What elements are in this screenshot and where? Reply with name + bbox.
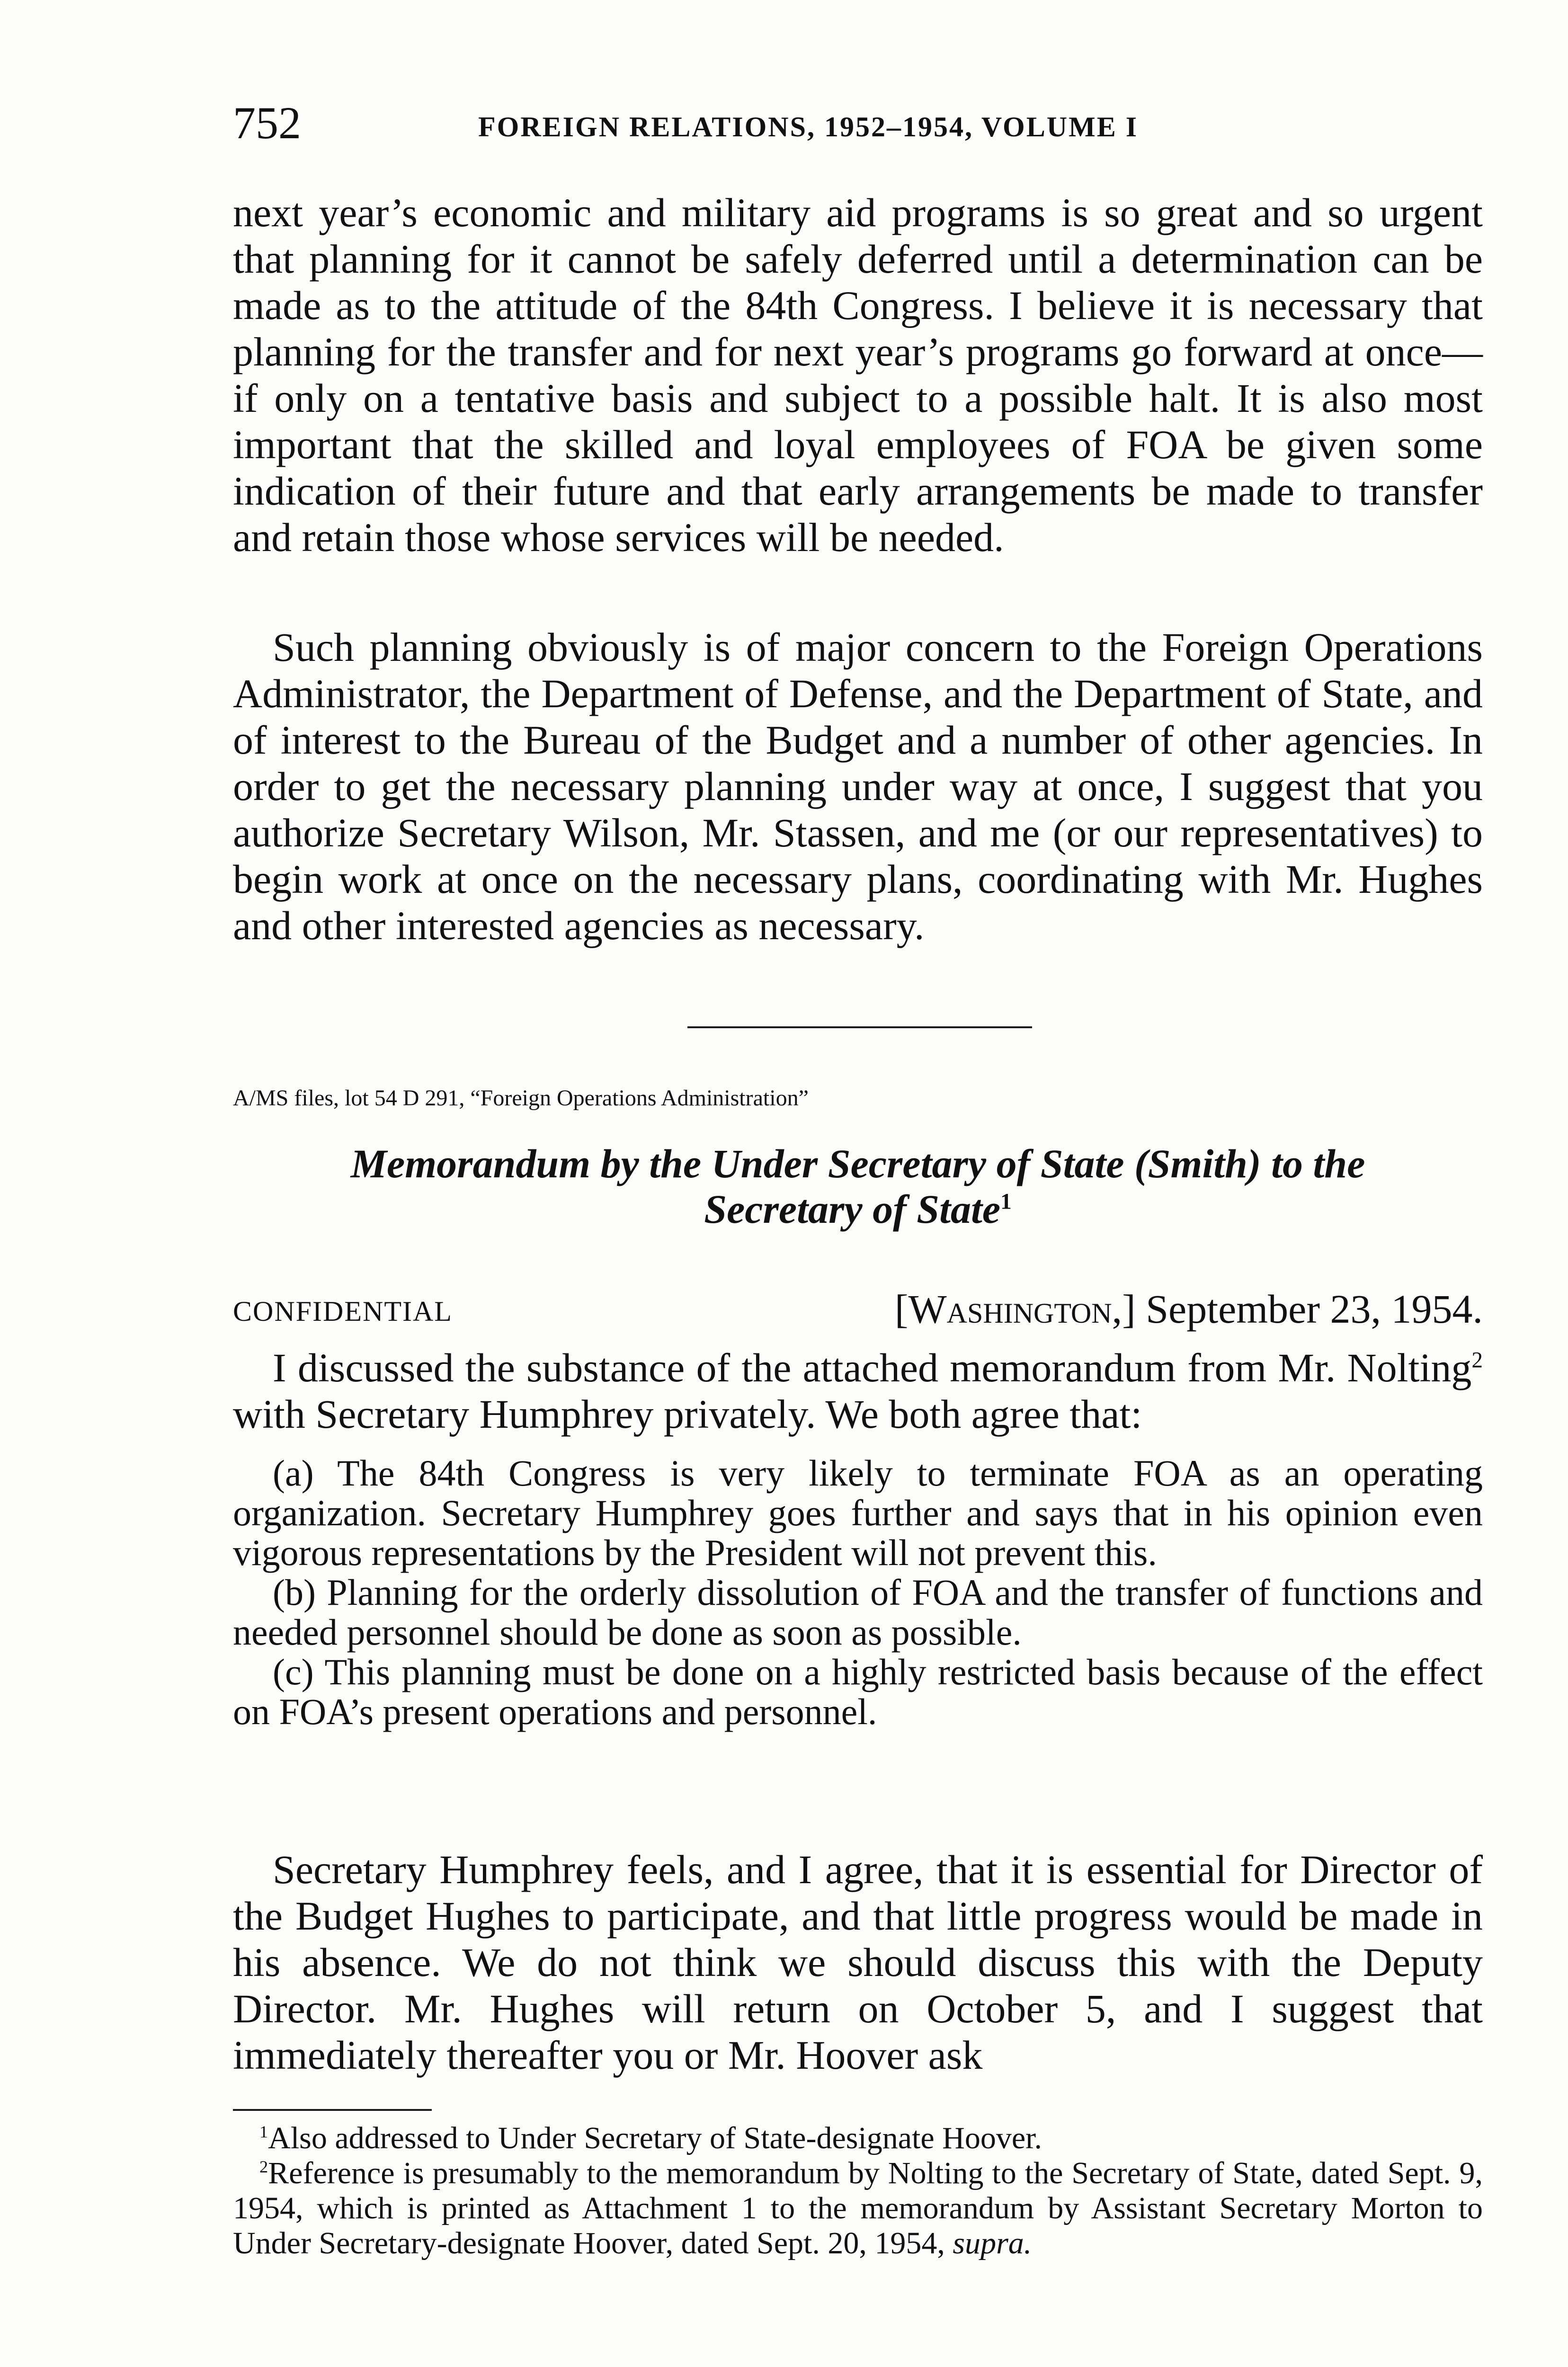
running-header	[233, 95, 1483, 151]
intro-text-start: I discussed the substance of the attached memorandum from Mr. Nolting	[273, 1345, 1472, 1390]
footnote-text: Also addressed to Under Secretary of State-designate Hoover.	[268, 2121, 1042, 2155]
running-title: FOREIGN RELATIONS, 1952–1954, VOLUME I	[478, 111, 1139, 142]
document-title-line-1: Memorandum by the Under Secretary of State (Smith) to the	[350, 1141, 1365, 1186]
source-citation: A/MS files, lot 54 D 291, “Foreign Operations Administration”	[233, 1086, 809, 1111]
footnote-marker: 1	[259, 2122, 268, 2141]
footnote-marker: 2	[259, 2157, 268, 2176]
title-footnote-ref[interactable]: 1	[1000, 1189, 1012, 1214]
document-title-line-2: Secretary of State	[704, 1186, 1001, 1232]
place-and-date	[895, 1285, 1483, 1333]
place-close-bracket: ,]	[1112, 1286, 1136, 1332]
intro-footnote-ref[interactable]: 2	[1471, 1348, 1483, 1373]
document-title	[233, 1141, 1483, 1232]
intro-text-end: with Secretary Humphrey privately. We both agree that:	[233, 1391, 1142, 1437]
footnote-rule	[233, 2109, 432, 2111]
footnote-1	[233, 2121, 1483, 2156]
list-item: (b) Planning for the orderly dissolution of FOA and the transfer of functions and needed personnel should be done as soon as possible.	[233, 1572, 1483, 1653]
memo-intro-paragraph	[233, 1344, 1483, 1437]
section-divider	[687, 1026, 1032, 1028]
footnotes	[233, 2121, 1483, 2261]
page-number: 752	[233, 98, 301, 148]
place-name: Washington	[908, 1286, 1112, 1332]
footnote-2	[233, 2156, 1483, 2261]
place-open-bracket: [	[894, 1286, 909, 1332]
continued-paragraph-2: Such planning obviously is of major concern to the Foreign Operations Administrator, the Department of Defense, and the Department of State, and of interest to the Bureau of the Budget and a number of other agencies. In order to get the necessary planning under way at once, I suggest that you authorize Secretary Wilson, Mr. Stassen, and me (or our representatives) to begin work at once on the necessary plans, coordinating with Mr. Hughes and other interested agencies as necessary.	[233, 624, 1483, 948]
document-date: September 23, 1954.	[1146, 1286, 1483, 1332]
agreement-list	[233, 1453, 1483, 1732]
memo-closing-paragraph: Secretary Humphrey feels, and I agree, that it is essential for Director of the Budget Hughes to participate, and that little progress would be made in his absence. We do not think we should discuss this with the Deputy Director. Mr. Hughes will return on October 5, and I suggest that immediately thereafter you or Mr. Hoover ask	[233, 1847, 1483, 2078]
list-item: (c) This planning must be done on a highly restricted basis because of the effect on FOA’s present operations and personnel.	[233, 1651, 1483, 1732]
classification-label: CONFIDENTIAL	[233, 1296, 453, 1327]
list-item: (a) The 84th Congress is very likely to terminate FOA as an operating organization. Secretary Humphrey goes further and says that in his opinion even vigorous representations by the President will not prevent this.	[233, 1452, 1483, 1573]
footnote-text: Reference is presumably to the memorandum by Nolting to the Secretary of State, dated Sept. 9, 1954, which is printed as Attachment 1 to the memorandum by Assistant Secretary Morton to Under Secretary-designate Hoover, dated Sept. 20, 1954,	[233, 2156, 1483, 2260]
footnote-italic-tail: supra.	[953, 2226, 1032, 2260]
continued-paragraph-1: next year’s economic and military aid programs is so great and so urgent that planning for it cannot be safely deferred until a determination can be made as to the attitude of the 84th Congress. I believe it is necessary that planning for the transfer and for next year’s programs go forward at once—if only on a tentative basis and subject to a possible halt. It is also most important that the skilled and loyal employees of FOA be given some indication of their future and that early arrangements be made to transfer and retain those whose services will be needed.	[233, 190, 1483, 560]
